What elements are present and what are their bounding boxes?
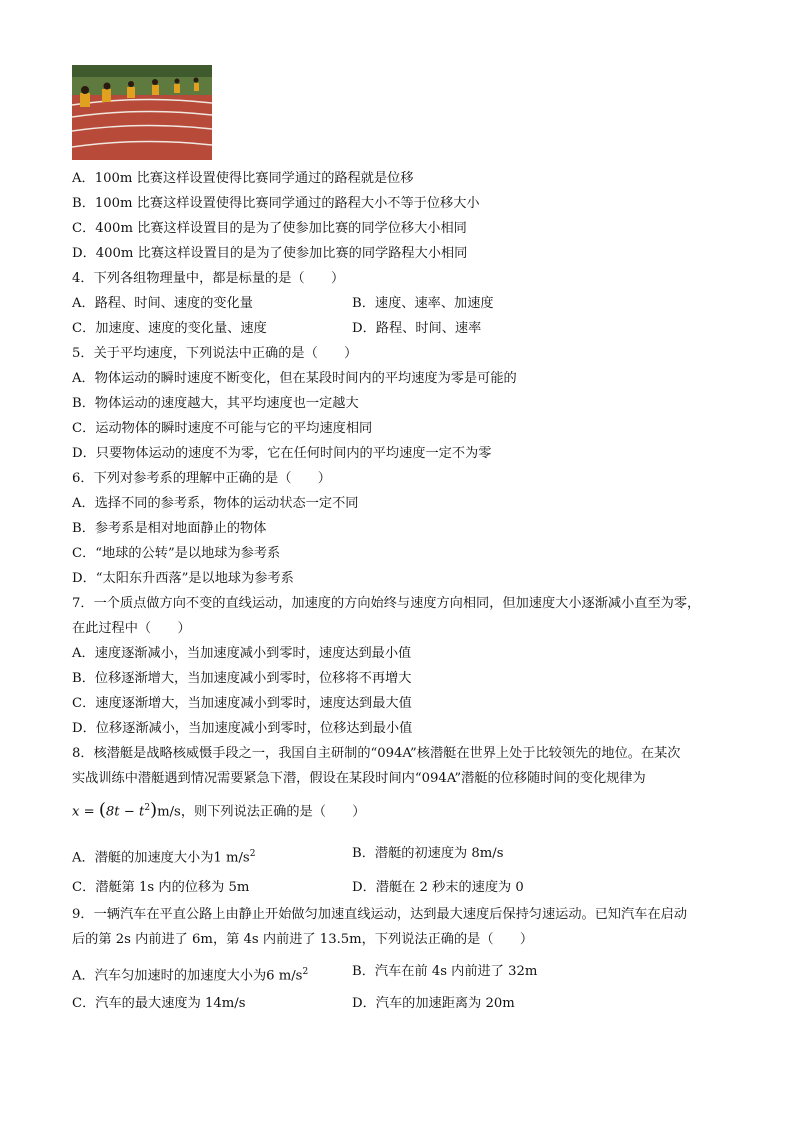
q9-option-b: B．汽车在前 4s 内前进了 32m	[352, 964, 538, 979]
q8-option-a	[72, 845, 255, 867]
q8-option-a-value: 1 m/s	[213, 850, 250, 866]
q6-option-c: C．“地球的公转”是以地球为参考系	[72, 546, 281, 561]
q8-option-a-exponent: 2	[249, 849, 256, 859]
q7-option-a: A．速度逐渐减小，当加速度减小到零时，速度达到最小值	[72, 646, 412, 661]
q9-option-d: D．汽车的加速距离为 20m	[352, 996, 515, 1011]
q8-formula-lhs: x	[72, 804, 80, 820]
q3-option-c: C．400m 比赛这样设置目的是为了使参加比赛的同学位移大小相同	[72, 221, 467, 236]
q8-formula-inner: 8t − t	[105, 804, 145, 820]
q8-stem-line1: 8．核潜艇是战略核威慑手段之一，我国自主研制的“094A”核潜艇在世界上处于比较领先的地位。在某次	[72, 746, 681, 761]
q9-stem-line2: 后的第 2s 内前进了 6m，第 4s 内前进了 13.5m，下列说法正确的是（ ）	[72, 932, 534, 947]
q5-option-d: D．只要物体运动的速度不为零，它在任何时间内的平均速度一定不为零	[72, 446, 492, 461]
q6-stem: 6．下列对参考系的理解中正确的是（ ）	[72, 471, 331, 486]
q9-option-a-value: 6 m/s	[266, 968, 303, 984]
q8-formula-unit: m/s	[157, 804, 181, 820]
q8-option-d: D．潜艇在 2 秒末的速度为 0	[352, 880, 524, 895]
q7-stem-line1: 7．一个质点做方向不变的直线运动，加速度的方向始终与速度方向相同，但加速度大小逐渐减小直至为零，	[72, 596, 701, 611]
q4-option-a: A．路程、时间、速度的变化量	[72, 296, 253, 311]
q8-option-a-text: A．潜艇的加速度大小为	[72, 850, 214, 866]
running-track-photo	[72, 65, 212, 160]
q8-option-c: C．潜艇第 1s 内的位移为 5m	[72, 880, 250, 895]
q3-option-b: B．100m 比赛这样设置使得比赛同学通过的路程大小不等于位移大小	[72, 196, 480, 211]
q8-formula-tail: ，则下列说法正确的是（ ）	[180, 804, 366, 820]
q7-option-b: B．位移逐渐增大，当加速度减小到零时，位移将不再增大	[72, 671, 412, 686]
q3-option-d: D．400m 比赛这样设置目的是为了使参加比赛的同学路程大小相同	[72, 246, 468, 261]
q8-formula-line: $x = (8t - t^2)m/s$，则下列说法正确的是（ ）	[72, 799, 366, 821]
q4-option-d: D．路程、时间、速率	[352, 321, 482, 336]
q6-option-d: D．“太阳东升西落”是以地球为参考系	[72, 571, 294, 586]
q8-formula-exponent: 2	[144, 803, 151, 813]
q7-stem-line2: 在此过程中（ ）	[72, 621, 191, 636]
q5-option-b: B．物体运动的速度越大，其平均速度也一定越大	[72, 396, 359, 411]
q9-option-a-exponent: 2	[302, 967, 309, 977]
q6-option-a: A．选择不同的参考系，物体的运动状态一定不同	[72, 496, 359, 511]
q9-option-a-text: A．汽车匀加速时的加速度大小为	[72, 968, 267, 984]
q3-option-a: A．100m 比赛这样设置使得比赛同学通过的路程就是位移	[72, 171, 414, 186]
q9-stem-line1: 9．一辆汽车在平直公路上由静止开始做匀加速直线运动，达到最大速度后保持匀速运动。已知汽车在启动	[72, 907, 688, 922]
q5-stem: 5．关于平均速度，下列说法中正确的是（ ）	[72, 346, 358, 361]
q8-option-b: B．潜艇的初速度为 8m/s	[352, 846, 504, 861]
q8-formula-eq: =	[79, 804, 99, 820]
q5-option-c: C．运动物体的瞬时速度不可能与它的平均速度相同	[72, 421, 373, 436]
q8-stem-line2: 实战训练中潜艇遇到情况需要紧急下潜，假设在某段时间内“094A”潜艇的位移随时间的变化规律为	[72, 771, 646, 786]
q9-option-a	[72, 963, 308, 985]
q7-option-d: D．位移逐渐减小，当加速度减小到零时，位移达到最小值	[72, 721, 413, 736]
q5-option-a: A．物体运动的瞬时速度不断变化，但在某段时间内的平均速度为零是可能的	[72, 371, 517, 386]
q6-option-b: B．参考系是相对地面静止的物体	[72, 521, 267, 536]
q9-option-c: C．汽车的最大速度为 14m/s	[72, 996, 246, 1011]
q4-stem: 4．下列各组物理量中，都是标量的是（ ）	[72, 271, 345, 286]
q4-option-b: B．速度、速率、加速度	[352, 296, 494, 311]
q4-option-c: C．加速度、速度的变化量、速度	[72, 321, 267, 336]
q7-option-c: C．速度逐渐增大，当加速度减小到零时，速度达到最大值	[72, 696, 412, 711]
